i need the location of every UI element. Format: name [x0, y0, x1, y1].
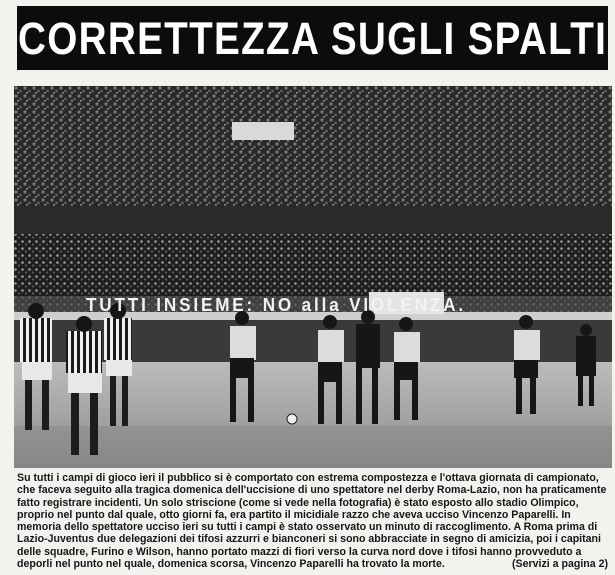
- caption-line: proprio nel punto dal quale, otto giorni fa, era partito il micidiale razzo che aveva ucciso Vincenzo Paparelli. In: [17, 508, 571, 521]
- caption-line: [17, 558, 608, 570]
- caption-line: fatto registrare incidenti. Un solo striscione (come si vede nella fotografia) è stato esposto allo stadio Olimpico,: [17, 496, 579, 509]
- stadium-photo-image: [14, 86, 612, 468]
- protest-banner: TUTTI INSIEME: NO alla VIOLENZA.: [86, 295, 467, 315]
- page-reference: (Servizi a pagina 2): [512, 558, 608, 571]
- photo-caption: [17, 472, 608, 570]
- headline: CORRETTEZZA SUGLI SPALTI: [17, 12, 608, 64]
- caption-line: Lazio-Juventus due delegazioni dei tifosi azzurri e bianconeri si sono abbracciate in segno di amicizia, poi i capitani: [17, 533, 601, 546]
- caption-line: memoria dello spettatore ucciso ieri su tutti i campi è stato osservato un minuto di raccoglimento. A Roma prima di: [17, 521, 598, 534]
- stadium-photo: [14, 86, 612, 468]
- caption-line: che faceva seguito alla tragica domenica dell'uccisione di uno spettatore nel derby Roma-Lazio, non ha praticamente: [17, 484, 607, 497]
- caption-line-last: deporli nel punto nel quale, domenica scorsa, Vincenzo Paparelli ha trovato la morte.: [17, 558, 445, 571]
- caption-line: Su tutti i campi di gioco ieri il pubblico si è comportato con estrema compostezza e l'ottava giornata di campionato,: [17, 472, 599, 484]
- caption-line: delle squadre, Furino e Wilson, hanno portato mazzi di fiori verso la curva nord dove i tifosi hanno provveduto a: [17, 545, 582, 558]
- headline-banner: [17, 6, 608, 70]
